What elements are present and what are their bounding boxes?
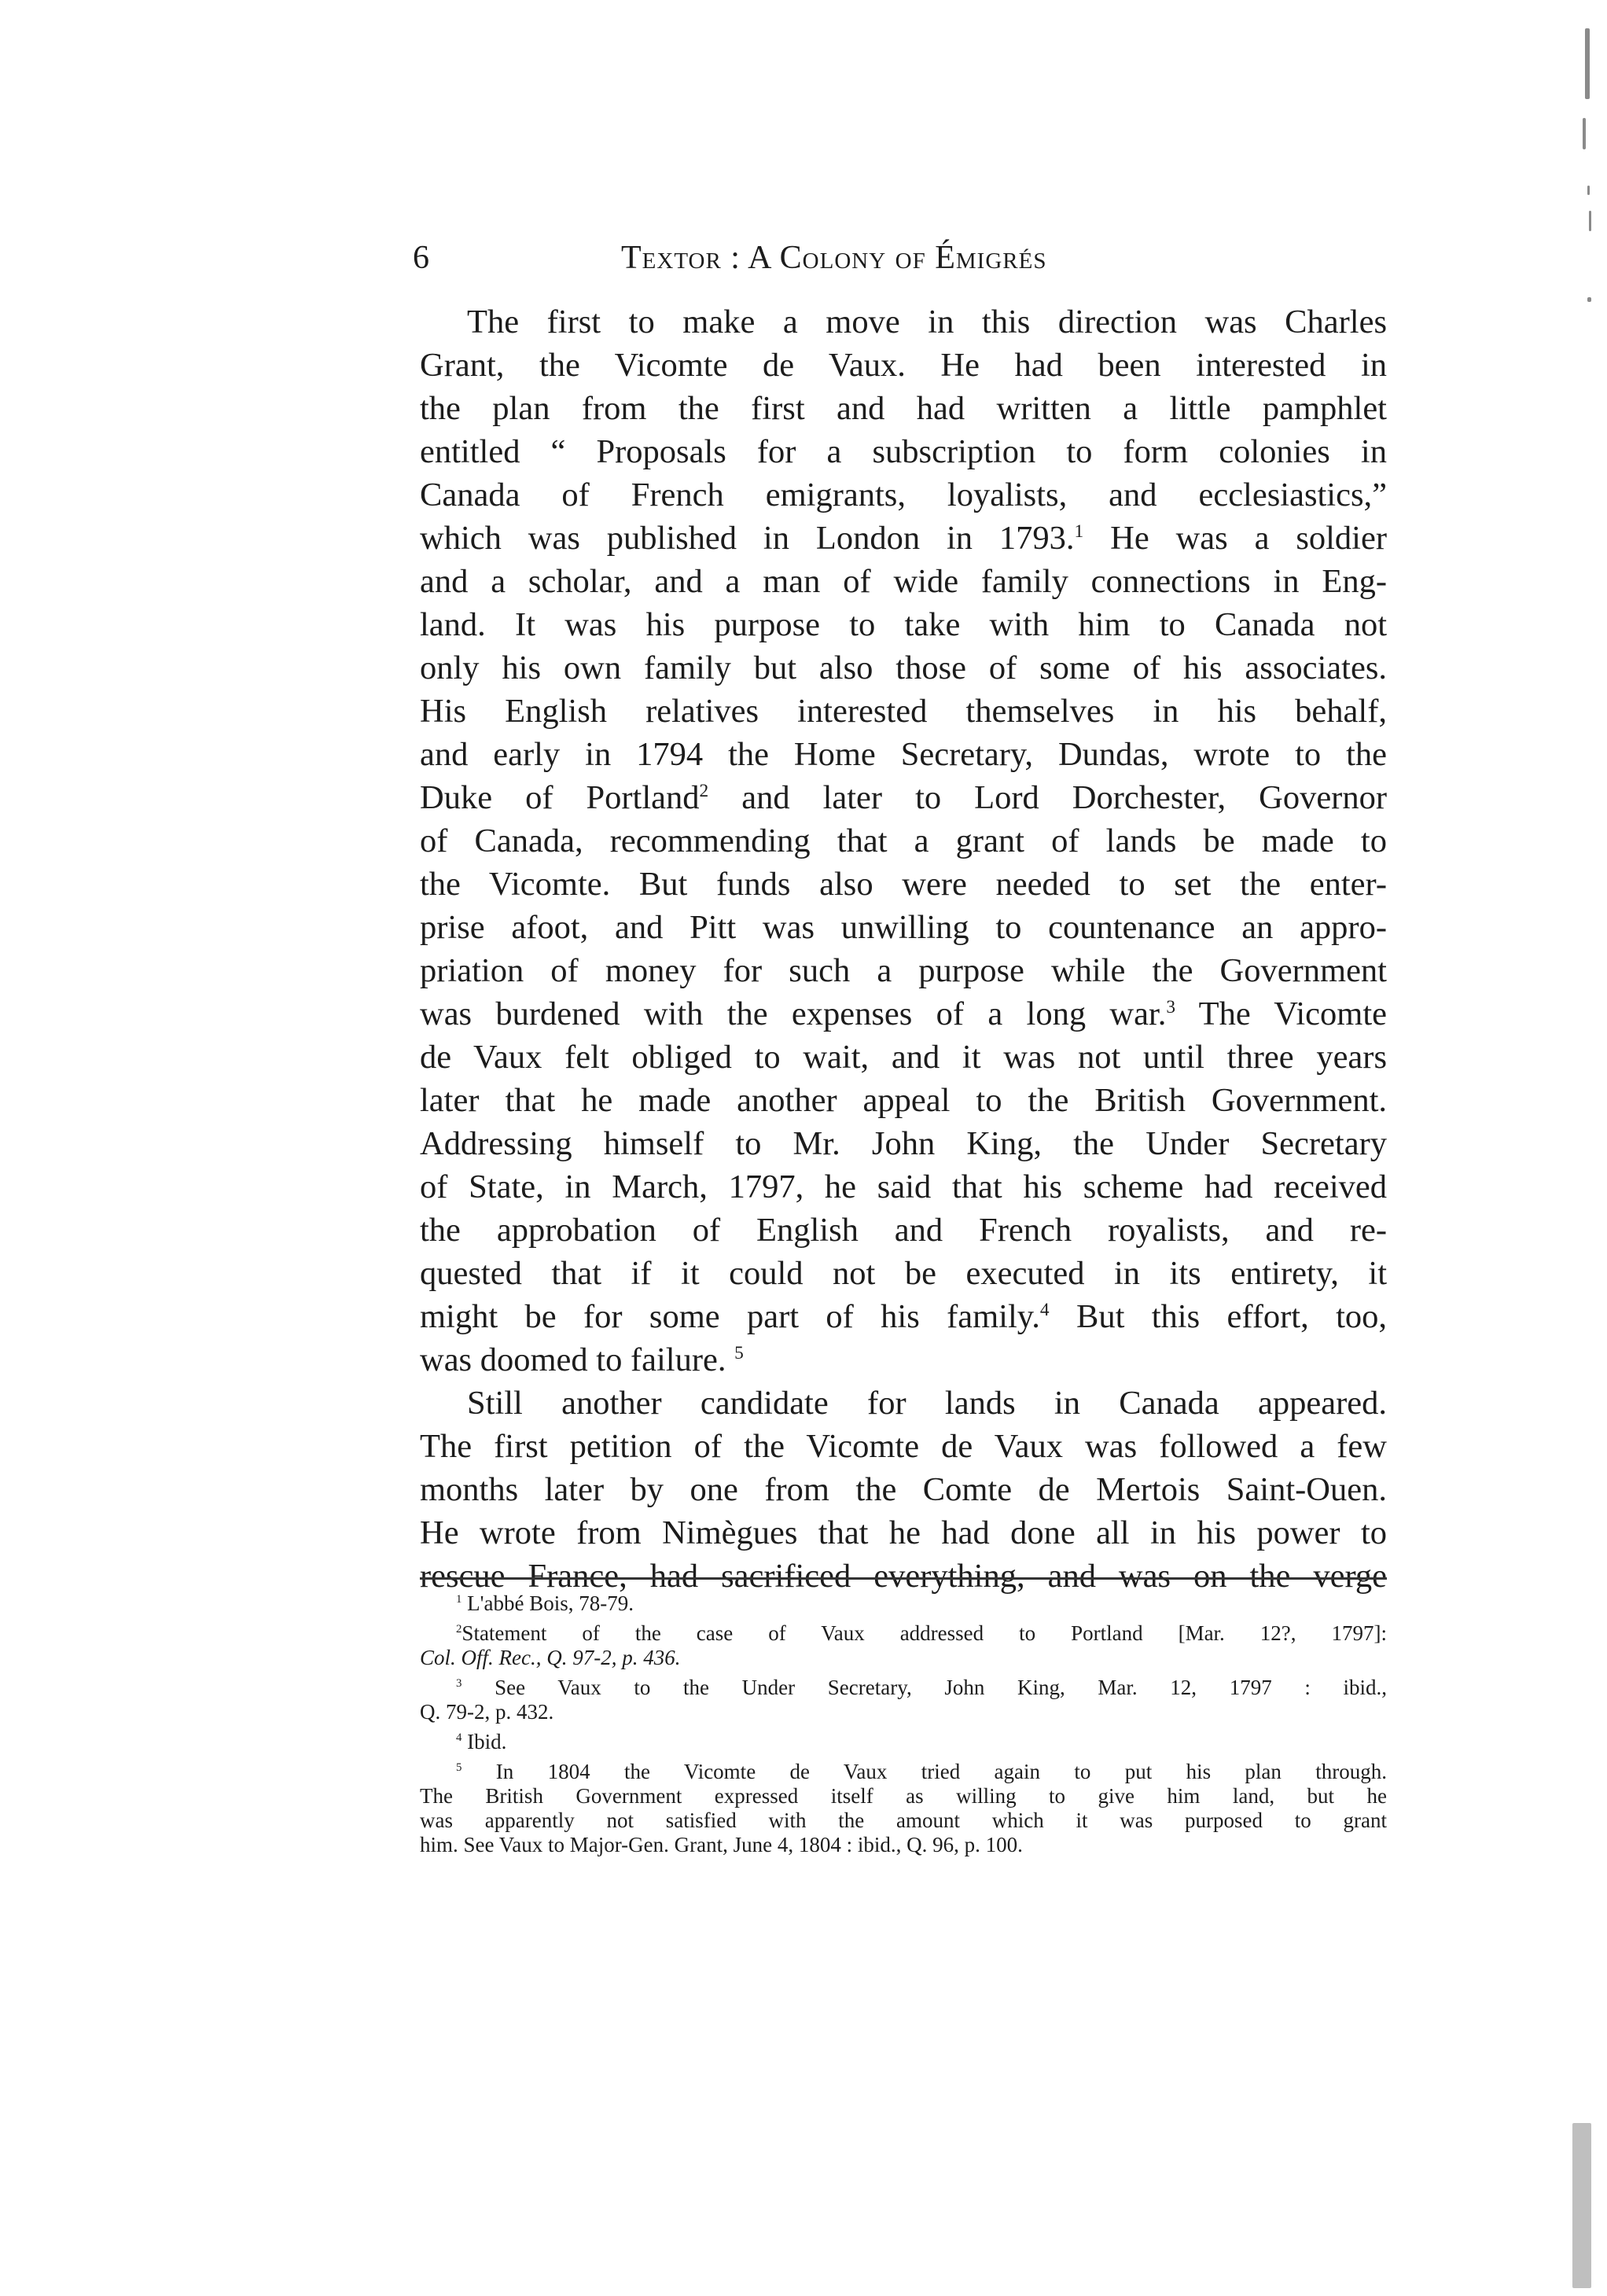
text-line: [420, 517, 1387, 560]
text-line: [420, 776, 1387, 819]
footnote-ref: 1: [1074, 521, 1084, 542]
text-line: Canada of French emigrants, loyalists, and ecclesiastics,”: [420, 476, 1387, 513]
text-line: [420, 992, 1387, 1036]
text-line: quested that if it could not be executed in its entirety, it: [420, 1255, 1387, 1292]
footnote-ref: 5: [734, 1342, 744, 1363]
text-line: the Vicomte. But funds also were needed to set the enter-: [420, 866, 1387, 903]
footnote-ref: 2: [699, 780, 709, 801]
footnote-text: L'abbé Bois, 78-79.: [467, 1591, 634, 1615]
text-line: [420, 1295, 1387, 1338]
text-line: the approbation of English and French royalists, and re-: [420, 1212, 1387, 1249]
footnote-marker: 3: [456, 1677, 462, 1690]
scan-artifact: [1572, 2123, 1591, 2288]
footnote-line: Q. 79-2, p. 432.: [420, 1700, 554, 1724]
scan-artifact: [1585, 28, 1590, 99]
text-line: and a scholar, and a man of wide family connections in Eng-: [420, 563, 1387, 600]
footnote-rule: [420, 1577, 1387, 1580]
text-line: [420, 1338, 1387, 1382]
text-line: land. It was his purpose to take with him to Canada not: [420, 606, 1387, 643]
text-fragment: He was a soldier: [1110, 520, 1388, 557]
page-number: 6: [413, 240, 429, 276]
body-text: [420, 300, 1387, 1598]
text-line: Addressing himself to Mr. John King, the Under Secretary: [420, 1125, 1387, 1162]
text-line: of Canada, recommending that a grant of lands be made to: [420, 822, 1387, 859]
footnote-ref: 3: [1166, 996, 1176, 1017]
text-fragment: was doomed to failure.: [420, 1341, 726, 1378]
footnote-marker: 5: [456, 1761, 462, 1774]
footnote-marker: 2: [456, 1623, 462, 1636]
text-line: prise afoot, and Pitt was unwilling to countenance an appro-: [420, 909, 1387, 946]
text-line: entitled “ Proposals for a subscription to form colonies in: [420, 433, 1387, 470]
footnote-ref: 4: [1039, 1299, 1050, 1320]
footnote-line: [420, 1676, 1387, 1700]
footnote-marker: 4: [456, 1731, 462, 1744]
text-line: His English relatives interested themselves in his behalf,: [420, 693, 1387, 730]
text-fragment: which was published in London in 1793.: [420, 520, 1075, 557]
text-line: de Vaux felt obliged to wait, and it was not until three years: [420, 1039, 1387, 1076]
text-fragment: The Vicomte: [1198, 995, 1388, 1032]
footnote-line: Col. Off. Rec., Q. 97-2, p. 436.: [420, 1646, 681, 1669]
footnote-line: was apparently not satisfied with the amount which it was purposed to grant: [420, 1808, 1387, 1832]
text-line: The first petition of the Vicomte de Vaux was followed a few: [420, 1428, 1387, 1465]
footnote-text: Ibid.: [467, 1730, 507, 1753]
text-line: The first to make a move in this direction was Charles: [467, 304, 1387, 340]
text-line: of State, in March, 1797, he said that his scheme had received: [420, 1168, 1387, 1205]
scan-artifact: [1587, 297, 1591, 302]
text-line: Grant, the Vicomte de Vaux. He had been interested in: [420, 347, 1387, 384]
text-fragment: might be for some part of his family.: [420, 1298, 1040, 1335]
text-line: later that he made another appeal to the British Government.: [420, 1082, 1387, 1119]
running-head: Textor : A Colony of Émigrés: [621, 240, 1047, 276]
footnote-text: See Vaux to the Under Secretary, John King, Mar. 12, 1797 : ibid.,: [495, 1676, 1387, 1699]
footnote-line: [420, 1621, 1387, 1646]
text-line: and early in 1794 the Home Secretary, Dundas, wrote to the: [420, 736, 1387, 773]
text-line: rescue France, had sacrificed everything, and was on the verge: [420, 1558, 1387, 1595]
footnote-line: [420, 1760, 1387, 1784]
text-line: months later by one from the Comte de Mertois Saint-Ouen.: [420, 1471, 1387, 1508]
footnote-text: Statement of the case of Vaux addressed to Portland [Mar. 12?, 1797]:: [462, 1621, 1387, 1645]
footnote-line: The British Government expressed itself as willing to give him land, but he: [420, 1784, 1387, 1808]
text-line: Still another candidate for lands in Canada appeared.: [467, 1385, 1387, 1422]
text-fragment: But this effort, too,: [1076, 1298, 1388, 1335]
text-fragment: was burdened with the expenses of a long war.: [420, 995, 1167, 1032]
text-line: only his own family but also those of some of his associates.: [420, 649, 1387, 686]
footnote-line: him. See Vaux to Major-Gen. Grant, June 4, 1804 : ibid., Q. 96, p. 100.: [420, 1833, 1023, 1856]
scan-artifact: [1587, 186, 1590, 195]
footnotes: [420, 1591, 1387, 1857]
page-header: [413, 234, 1388, 281]
text-line: priation of money for such a purpose while the Government: [420, 952, 1387, 989]
footnote-text: In 1804 the Vicomte de Vaux tried again to put his plan through.: [495, 1760, 1388, 1783]
scan-artifact: [1583, 118, 1586, 149]
text-fragment: and later to Lord Dorchester, Governor: [741, 779, 1387, 816]
text-line: the plan from the first and had written a little pamphlet: [420, 390, 1387, 427]
footnote-line: [420, 1591, 1387, 1616]
scan-artifact: [1589, 211, 1591, 231]
text-fragment: Duke of Portland: [420, 779, 700, 816]
footnote-line: [420, 1730, 1387, 1754]
footnote-marker: 1: [456, 1593, 462, 1606]
text-line: He wrote from Nimègues that he had done all in his power to: [420, 1514, 1387, 1551]
